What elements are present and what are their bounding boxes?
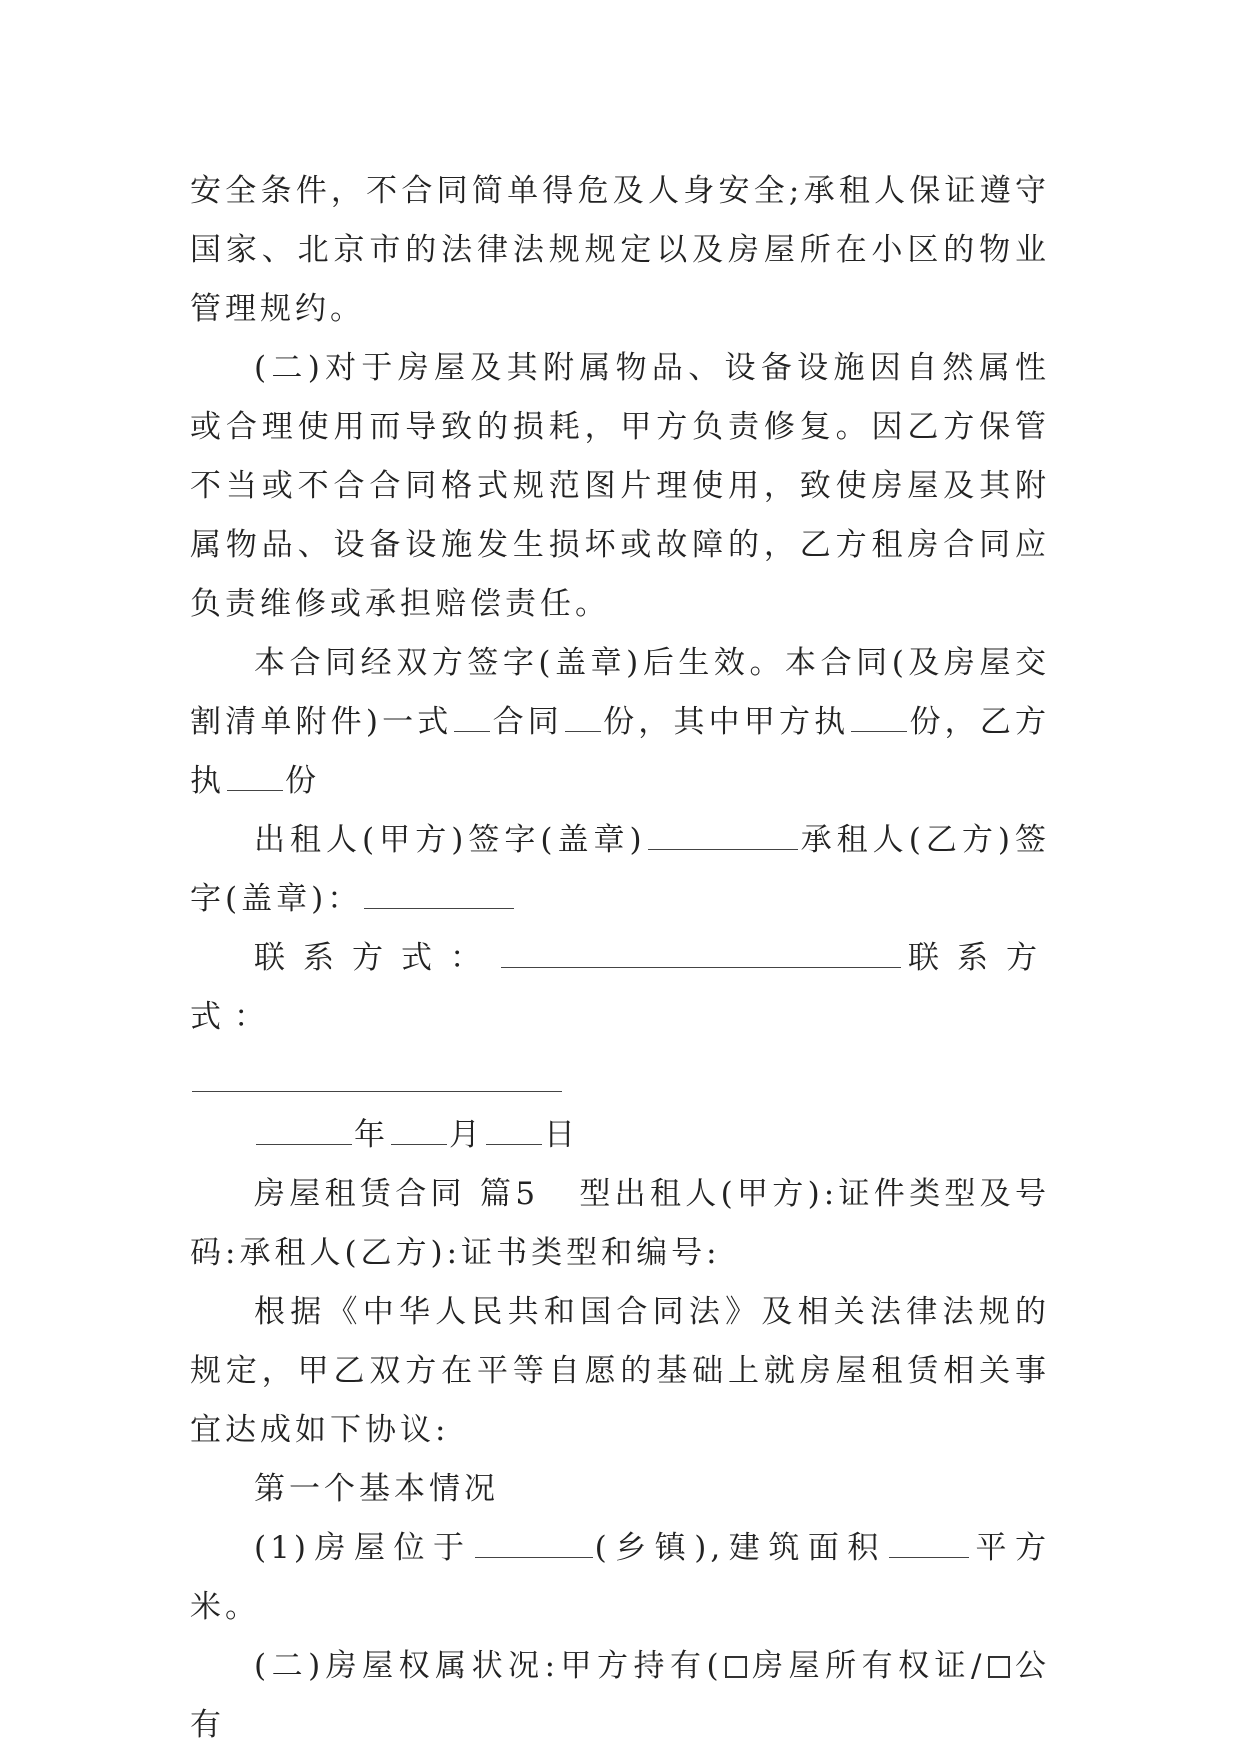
month-label: 月	[449, 1117, 484, 1153]
location-blank	[475, 1523, 593, 1558]
paragraph-location	[190, 1519, 1050, 1637]
paragraph-contacts	[190, 929, 1050, 1047]
paragraph-text: 平方米。	[190, 1530, 1050, 1625]
paragraph-legal-basis	[190, 1283, 1050, 1460]
paragraph-ownership	[190, 1637, 1050, 1755]
ownership-certificate-checkbox[interactable]	[725, 1656, 747, 1678]
party-b-copies-blank	[227, 756, 283, 791]
lessee-contact-line	[190, 1047, 1050, 1106]
lessor-signature-blank	[648, 815, 798, 850]
section-heading-basic-info	[190, 1460, 1050, 1519]
document-body	[190, 162, 1050, 1755]
paragraph-text: 份，其中甲方执	[602, 704, 850, 740]
lessor-signature-label: 出租人(甲方)签字(盖章)	[254, 822, 646, 858]
paragraph-safety-terms	[190, 162, 1050, 339]
paragraph-text: 公有	[190, 1648, 1050, 1743]
paragraph-text: 房屋所有权证/	[750, 1648, 986, 1684]
paragraph-text: (二)对于房屋及其附属物品、设备设施因自然属性或合理使用而导致的损耗，甲方负责修复。因乙方保管不当或不合合同格式规范图片理使用，致使房屋及其附属物品、设备设施发生损坏或故障的，乙方租房合同应负责维修或承担赔偿责任。	[190, 350, 1050, 622]
paragraph-text: 份，乙方执	[190, 704, 1051, 799]
paragraph-repair-terms	[190, 339, 1050, 634]
paragraph-effect-copies	[190, 634, 1050, 811]
day-label: 日	[544, 1117, 579, 1153]
lessee-signature-label: 承租人(乙方)签字(盖章)：	[190, 822, 1050, 917]
lessee-signature-blank	[364, 874, 514, 909]
party-a-copies-blank	[851, 697, 907, 732]
day-blank	[486, 1110, 542, 1145]
lessee-contact-label: 联系方式：	[190, 940, 1050, 1035]
paragraph-text: (1)房屋位于	[254, 1530, 473, 1566]
public-housing-checkbox[interactable]	[988, 1656, 1010, 1678]
paragraph-text: 合同	[492, 704, 563, 740]
paragraph-text: 份	[285, 763, 320, 799]
lessor-contact-label: 联系方式：	[254, 940, 499, 976]
paragraph-date	[190, 1106, 1050, 1165]
paragraph-text: 根据《中华人民共和国合同法》及相关法律法规的规定，甲乙双方在平等自愿的基础上就房屋租赁相关事宜达成如下协议:	[190, 1294, 1050, 1448]
lessee-contact-blank	[192, 1057, 562, 1092]
section-heading-text: 第一个基本情况	[254, 1471, 499, 1507]
paragraph-text: 型出租人(甲方):证件类型及号码:承租人(乙方):证书类型和编号:	[190, 1176, 1050, 1271]
year-label: 年	[354, 1117, 389, 1153]
lessor-contact-blank	[501, 933, 901, 968]
paragraph-contract-title	[190, 1165, 1050, 1283]
month-blank	[391, 1110, 447, 1145]
paragraph-text: 本合同经双方签字(盖章)后生效。本合同(及房屋交割清单附件)一式	[190, 645, 1050, 740]
copies-blank	[565, 697, 601, 732]
year-blank	[256, 1110, 352, 1145]
copies-total-blank	[454, 697, 490, 732]
paragraph-text: (二)房屋权属状况:甲方持有(	[254, 1648, 723, 1684]
area-blank	[889, 1523, 969, 1558]
paragraph-signatures	[190, 811, 1050, 929]
paragraph-text: (乡镇),建筑面积	[594, 1530, 887, 1566]
paragraph-text: 安全条件，不合同简单得危及人身安全;承租人保证遵守国家、北京市的法律法规规定以及房屋所在小区的物业管理规约。	[190, 173, 1050, 327]
contract-section-title: 房屋租赁合同 篇5	[254, 1176, 540, 1212]
